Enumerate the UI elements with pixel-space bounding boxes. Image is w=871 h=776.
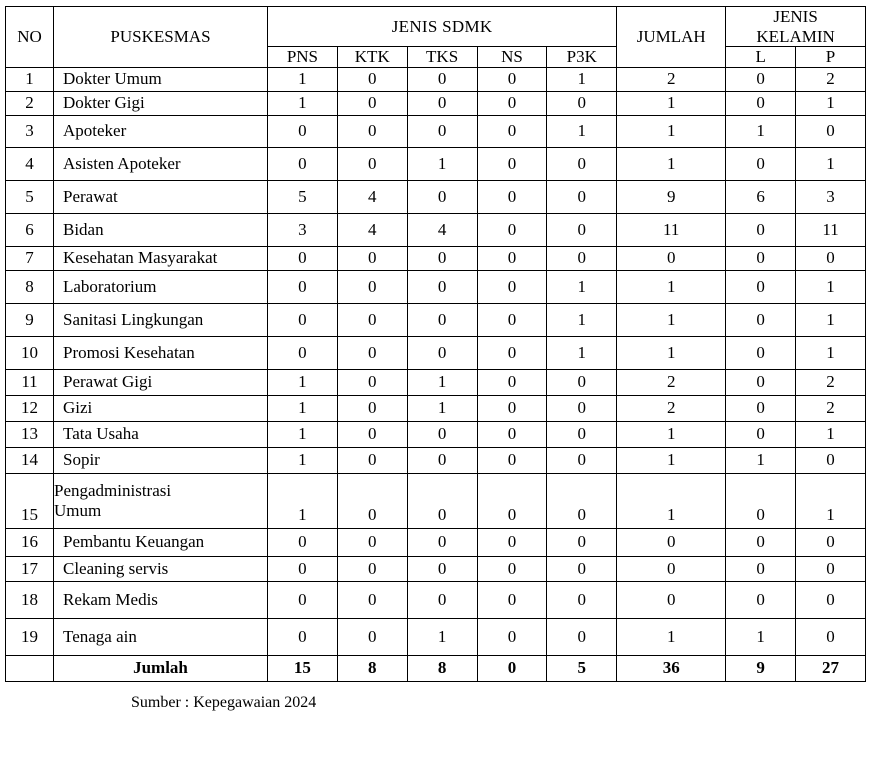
cell-ns: 0 (477, 421, 547, 447)
cell-name-line1: Pengadministrasi (54, 481, 172, 501)
cell-ktk: 0 (337, 556, 407, 581)
cell-l: 0 (726, 246, 796, 270)
cell-jumlah: 1 (617, 618, 726, 655)
cell-pns: 0 (268, 528, 338, 556)
cell-no: 3 (6, 115, 54, 147)
cell-tks: 1 (407, 147, 477, 180)
cell-name: Laboratorium (54, 270, 268, 303)
cell-p3k: 0 (547, 581, 617, 618)
header-jenis-kelamin-line2: KELAMIN (756, 26, 835, 46)
cell-jumlah: 11 (617, 213, 726, 246)
cell-l: 0 (726, 91, 796, 115)
cell-ns: 0 (477, 270, 547, 303)
cell-ns: 0 (477, 91, 547, 115)
cell-tks: 0 (407, 246, 477, 270)
cell-p3k: 0 (547, 246, 617, 270)
cell-pns: 0 (268, 618, 338, 655)
cell-tks: 0 (407, 447, 477, 473)
cell-p: 1 (796, 336, 866, 369)
cell-l: 0 (726, 213, 796, 246)
cell-pns: 0 (268, 556, 338, 581)
cell-no: 18 (6, 581, 54, 618)
cell-no: 4 (6, 147, 54, 180)
cell-no: 7 (6, 246, 54, 270)
table-row (6, 303, 866, 336)
cell-pns: 1 (268, 395, 338, 421)
cell-p3k: 0 (547, 528, 617, 556)
cell-pns: 0 (268, 581, 338, 618)
table-total-row (6, 655, 866, 681)
cell-no: 6 (6, 213, 54, 246)
header-l: L (726, 47, 796, 68)
cell-p: 27 (796, 655, 866, 681)
cell-ktk: 0 (337, 147, 407, 180)
header-row-group (6, 7, 866, 47)
cell-l: 1 (726, 618, 796, 655)
cell-tks: 1 (407, 618, 477, 655)
cell-ns: 0 (477, 67, 547, 91)
cell-l: 0 (726, 303, 796, 336)
cell-p3k: 0 (547, 447, 617, 473)
cell-jumlah: 1 (617, 115, 726, 147)
cell-jumlah: 0 (617, 556, 726, 581)
cell-p3k: 1 (547, 67, 617, 91)
cell-pns: 0 (268, 246, 338, 270)
cell-p: 0 (796, 556, 866, 581)
cell-l: 1 (726, 447, 796, 473)
cell-no: 14 (6, 447, 54, 473)
cell-ktk: 0 (337, 395, 407, 421)
cell-l: 9 (726, 655, 796, 681)
cell-name (54, 473, 268, 528)
cell-pns: 15 (268, 655, 338, 681)
cell-ns: 0 (477, 336, 547, 369)
table-row (6, 395, 866, 421)
cell-no (6, 655, 54, 681)
cell-p3k: 0 (547, 147, 617, 180)
cell-name: Sopir (54, 447, 268, 473)
cell-jumlah: 2 (617, 395, 726, 421)
cell-l: 0 (726, 473, 796, 528)
cell-ktk: 0 (337, 91, 407, 115)
table-row (6, 618, 866, 655)
cell-p: 1 (796, 421, 866, 447)
cell-ktk: 0 (337, 369, 407, 395)
cell-ns: 0 (477, 618, 547, 655)
header-p3k: P3K (547, 47, 617, 68)
cell-p3k: 0 (547, 618, 617, 655)
cell-name: Asisten Apoteker (54, 147, 268, 180)
cell-name-line2: Umum (54, 500, 102, 520)
cell-ns: 0 (477, 581, 547, 618)
table-row (6, 147, 866, 180)
cell-ktk: 0 (337, 528, 407, 556)
cell-ktk: 8 (337, 655, 407, 681)
cell-l: 0 (726, 581, 796, 618)
cell-p3k: 5 (547, 655, 617, 681)
cell-name: Kesehatan Masyarakat (54, 246, 268, 270)
cell-p: 1 (796, 473, 866, 528)
cell-name: Dokter Gigi (54, 91, 268, 115)
cell-ktk: 0 (337, 270, 407, 303)
cell-tks: 0 (407, 473, 477, 528)
cell-p3k: 0 (547, 421, 617, 447)
cell-pns: 1 (268, 67, 338, 91)
cell-ktk: 0 (337, 336, 407, 369)
cell-jumlah: 1 (617, 473, 726, 528)
table-row (6, 246, 866, 270)
cell-ktk: 0 (337, 246, 407, 270)
header-jenis-kelamin (726, 7, 866, 47)
cell-pns: 0 (268, 303, 338, 336)
cell-l: 0 (726, 528, 796, 556)
cell-tks: 4 (407, 213, 477, 246)
table-row (6, 528, 866, 556)
cell-jumlah: 1 (617, 147, 726, 180)
cell-name: Pembantu Keuangan (54, 528, 268, 556)
cell-l: 0 (726, 369, 796, 395)
table-row (6, 213, 866, 246)
header-ktk: KTK (337, 47, 407, 68)
cell-jumlah: 1 (617, 91, 726, 115)
table-row (6, 556, 866, 581)
cell-p: 0 (796, 528, 866, 556)
cell-ns: 0 (477, 395, 547, 421)
cell-ktk: 4 (337, 180, 407, 213)
cell-no: 2 (6, 91, 54, 115)
cell-name: Rekam Medis (54, 581, 268, 618)
cell-jumlah: 0 (617, 581, 726, 618)
cell-p: 0 (796, 618, 866, 655)
cell-no: 11 (6, 369, 54, 395)
cell-l: 0 (726, 556, 796, 581)
table-body (6, 67, 866, 681)
cell-p3k: 0 (547, 180, 617, 213)
table-row (6, 447, 866, 473)
cell-ns: 0 (477, 655, 547, 681)
cell-jumlah: 1 (617, 270, 726, 303)
cell-name: Perawat Gigi (54, 369, 268, 395)
table-row (6, 421, 866, 447)
cell-ktk: 0 (337, 303, 407, 336)
cell-ktk: 0 (337, 581, 407, 618)
cell-jumlah: 1 (617, 303, 726, 336)
table-row (6, 581, 866, 618)
cell-jumlah: 1 (617, 421, 726, 447)
cell-tks: 0 (407, 270, 477, 303)
table-row (6, 270, 866, 303)
cell-no: 16 (6, 528, 54, 556)
cell-tks: 1 (407, 369, 477, 395)
cell-l: 0 (726, 421, 796, 447)
cell-pns: 5 (268, 180, 338, 213)
sdmk-table (5, 6, 866, 682)
cell-l: 0 (726, 336, 796, 369)
cell-no: 17 (6, 556, 54, 581)
cell-p: 2 (796, 369, 866, 395)
cell-p: 2 (796, 395, 866, 421)
cell-pns: 0 (268, 270, 338, 303)
cell-ns: 0 (477, 303, 547, 336)
cell-ns: 0 (477, 473, 547, 528)
table-row (6, 67, 866, 91)
cell-no: 19 (6, 618, 54, 655)
table-row (6, 91, 866, 115)
header-jenis-sdmk: JENIS SDMK (268, 7, 617, 47)
cell-name: Tenaga ain (54, 618, 268, 655)
cell-p3k: 1 (547, 336, 617, 369)
cell-ktk: 0 (337, 447, 407, 473)
cell-tks: 0 (407, 303, 477, 336)
cell-p: 1 (796, 270, 866, 303)
cell-tks: 0 (407, 421, 477, 447)
header-no: NO (6, 7, 54, 68)
cell-l: 0 (726, 270, 796, 303)
cell-p: 11 (796, 213, 866, 246)
table-row (6, 115, 866, 147)
cell-ktk: 0 (337, 473, 407, 528)
cell-p3k: 0 (547, 556, 617, 581)
cell-no: 15 (6, 473, 54, 528)
cell-jumlah: 0 (617, 528, 726, 556)
cell-tks: 0 (407, 115, 477, 147)
table-row (6, 473, 866, 528)
cell-name: Bidan (54, 213, 268, 246)
table-header (6, 7, 866, 68)
cell-l: 6 (726, 180, 796, 213)
cell-no: 1 (6, 67, 54, 91)
cell-p: 0 (796, 581, 866, 618)
header-jenis-kelamin-line1: JENIS (773, 7, 818, 26)
cell-name: Promosi Kesehatan (54, 336, 268, 369)
cell-total-label: Jumlah (54, 655, 268, 681)
cell-tks: 0 (407, 336, 477, 369)
cell-ktk: 0 (337, 115, 407, 147)
table-row (6, 180, 866, 213)
cell-jumlah: 2 (617, 67, 726, 91)
cell-pns: 1 (268, 421, 338, 447)
cell-jumlah: 36 (617, 655, 726, 681)
cell-pns: 0 (268, 336, 338, 369)
cell-ns: 0 (477, 447, 547, 473)
cell-no: 10 (6, 336, 54, 369)
cell-ns: 0 (477, 246, 547, 270)
cell-jumlah: 9 (617, 180, 726, 213)
cell-p: 1 (796, 91, 866, 115)
cell-jumlah: 2 (617, 369, 726, 395)
cell-ktk: 4 (337, 213, 407, 246)
cell-name: Dokter Umum (54, 67, 268, 91)
cell-ns: 0 (477, 528, 547, 556)
cell-no: 13 (6, 421, 54, 447)
cell-l: 0 (726, 395, 796, 421)
cell-p: 3 (796, 180, 866, 213)
cell-ns: 0 (477, 180, 547, 213)
cell-ktk: 0 (337, 67, 407, 91)
cell-name: Cleaning servis (54, 556, 268, 581)
cell-p: 1 (796, 303, 866, 336)
cell-p: 0 (796, 246, 866, 270)
cell-tks: 0 (407, 67, 477, 91)
header-tks: TKS (407, 47, 477, 68)
cell-pns: 3 (268, 213, 338, 246)
cell-p: 2 (796, 67, 866, 91)
cell-pns: 1 (268, 369, 338, 395)
cell-tks: 0 (407, 581, 477, 618)
cell-tks: 8 (407, 655, 477, 681)
header-ns: NS (477, 47, 547, 68)
cell-p3k: 1 (547, 115, 617, 147)
header-jumlah: JUMLAH (617, 7, 726, 68)
cell-l: 1 (726, 115, 796, 147)
cell-ns: 0 (477, 369, 547, 395)
cell-ktk: 0 (337, 421, 407, 447)
cell-jumlah: 1 (617, 336, 726, 369)
cell-tks: 0 (407, 91, 477, 115)
cell-pns: 0 (268, 147, 338, 180)
header-puskesmas: PUSKESMAS (54, 7, 268, 68)
cell-p3k: 0 (547, 91, 617, 115)
cell-ns: 0 (477, 556, 547, 581)
cell-p3k: 0 (547, 369, 617, 395)
header-p: P (796, 47, 866, 68)
cell-jumlah: 0 (617, 246, 726, 270)
cell-p3k: 0 (547, 473, 617, 528)
cell-name: Perawat (54, 180, 268, 213)
cell-ns: 0 (477, 115, 547, 147)
cell-pns: 1 (268, 447, 338, 473)
cell-p3k: 0 (547, 395, 617, 421)
cell-p3k: 0 (547, 213, 617, 246)
cell-tks: 0 (407, 180, 477, 213)
cell-tks: 0 (407, 528, 477, 556)
cell-tks: 1 (407, 395, 477, 421)
source-note: Sumber : Kepegawaian 2024 (131, 693, 317, 711)
table-row (6, 369, 866, 395)
cell-name: Sanitasi Lingkungan (54, 303, 268, 336)
cell-p: 1 (796, 147, 866, 180)
cell-l: 0 (726, 67, 796, 91)
cell-pns: 1 (268, 91, 338, 115)
cell-no: 5 (6, 180, 54, 213)
cell-no: 8 (6, 270, 54, 303)
cell-l: 0 (726, 147, 796, 180)
cell-p3k: 1 (547, 270, 617, 303)
table-row (6, 336, 866, 369)
cell-name: Tata Usaha (54, 421, 268, 447)
cell-ns: 0 (477, 147, 547, 180)
cell-ns: 0 (477, 213, 547, 246)
cell-ktk: 0 (337, 618, 407, 655)
cell-no: 12 (6, 395, 54, 421)
cell-name: Gizi (54, 395, 268, 421)
cell-jumlah: 1 (617, 447, 726, 473)
cell-no: 9 (6, 303, 54, 336)
cell-p: 0 (796, 447, 866, 473)
cell-name: Apoteker (54, 115, 268, 147)
cell-p: 0 (796, 115, 866, 147)
cell-p3k: 1 (547, 303, 617, 336)
header-pns: PNS (268, 47, 338, 68)
cell-tks: 0 (407, 556, 477, 581)
cell-pns: 1 (268, 473, 338, 528)
cell-pns: 0 (268, 115, 338, 147)
